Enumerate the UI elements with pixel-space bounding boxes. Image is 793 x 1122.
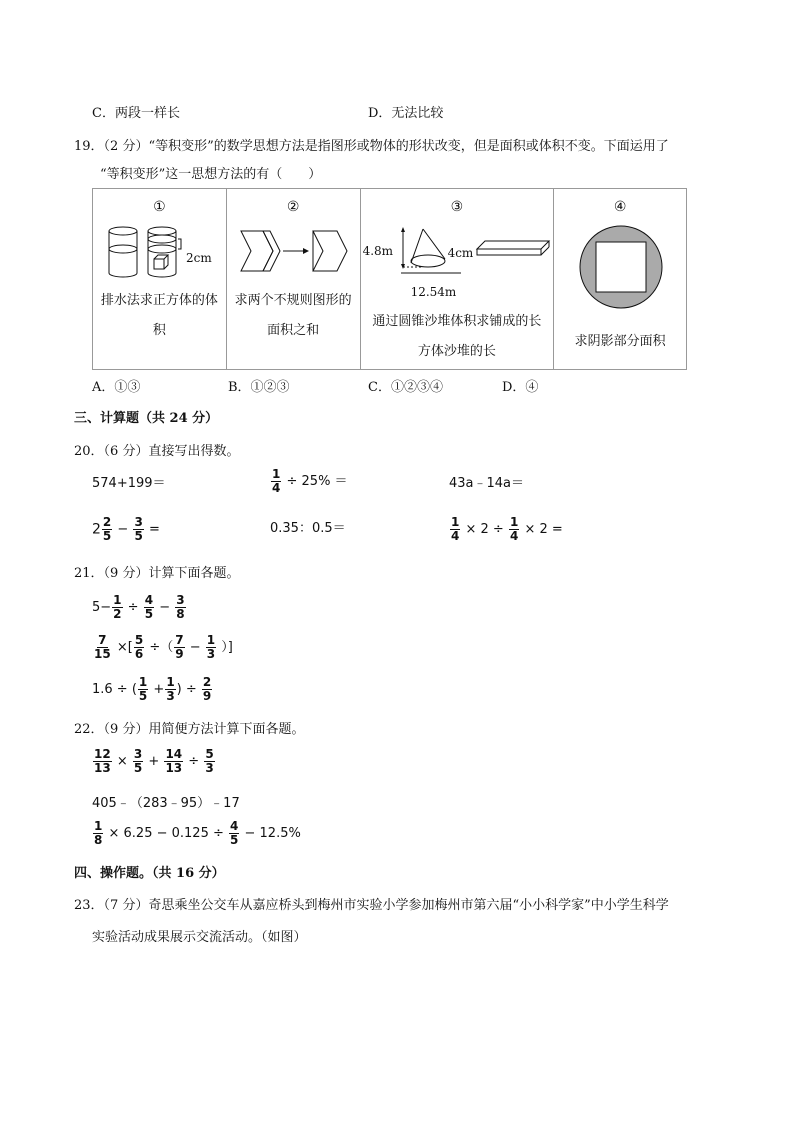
option-a: A．①③	[92, 380, 141, 395]
figure-cell-1	[93, 189, 227, 369]
option-c: C．两段一样长	[92, 106, 180, 121]
option-d: D．④	[502, 380, 539, 395]
section-title: 三、计算题（共 24 分）	[74, 411, 219, 426]
cell-caption: 求两个不规则图形的	[234, 293, 352, 308]
expression: 5− $\frac{1}{2}$ ÷ $\frac{4}{5}$ − $\frac{3}{8}$	[92, 593, 185, 621]
cell-number: ②	[286, 199, 300, 215]
cell-caption: 通过圆锥沙堆体积求铺成的长	[372, 314, 542, 329]
expression: 405﹣（283﹣95）﹣17	[92, 796, 240, 811]
question-22-stem: 22．（9 分）用简便方法计算下面各题。	[74, 722, 305, 737]
expression: $\frac{1}{4}$ × 2 ÷ $\frac{1}{4}$ × 2 =	[451, 515, 563, 543]
cone-height-label: 4.8m	[362, 244, 394, 258]
cell-number: ③	[450, 199, 464, 215]
cell-caption-cont: 方体沙堆的长	[417, 344, 496, 359]
height-label: 2cm	[186, 251, 212, 265]
expression: $\frac{12}{13}$ × $\frac{3}{5}$ + $\frac{14}{13}$ ÷ $\frac{5}{3}$	[94, 747, 214, 775]
expression: $\frac{7}{15}$ ×[ $\frac{5}{6}$ ÷（ $\frac{7}{9}$ − $\frac{1}{3}$ ）]	[94, 633, 233, 661]
cuboid-height-label: 4cm	[447, 246, 474, 260]
figure-cell-3	[361, 189, 555, 369]
cell-caption: 排水法求正方体的体	[100, 293, 218, 308]
section-title: 四、操作题。（共 16 分）	[74, 866, 225, 881]
figure-cell-2	[227, 189, 361, 369]
circle-square-diagram	[579, 225, 663, 309]
option-d: D．无法比较	[368, 106, 444, 121]
option-c: C．①②③④	[368, 380, 443, 395]
question-19-stem-cont: “等积变形”这一思想方法的有（ ）	[100, 167, 322, 182]
expression: 43a﹣14a＝	[449, 476, 525, 491]
question-21-stem: 21．（9 分）计算下面各题。	[74, 566, 240, 581]
expression: $\frac{1}{4}$ ÷ 25% ＝	[272, 467, 348, 495]
irregular-shapes-diagram	[239, 229, 351, 274]
question-23-stem: 23．（7 分）奇思乘坐公交车从嘉应桥头到梅州市实验小学参加梅州市第六届“小小科学家”中小学生科学	[74, 898, 669, 913]
question-23-stem-cont: 实验活动成果展示交流活动。（如图）	[92, 930, 307, 945]
expression: 574+199＝	[92, 476, 166, 491]
expression: 2 $\frac{2}{5}$ − $\frac{3}{5}$ =	[92, 515, 160, 543]
figure-cell-4	[554, 189, 686, 369]
expression: $\frac{1}{8}$ × 6.25 − 0.125 ÷ $\frac{4}{5}$ − 12.5%	[94, 819, 301, 847]
expression: 1.6 ÷ ( $\frac{1}{5}$ + $\frac{1}{3}$ ) ÷ $\frac{2}{9}$	[92, 675, 212, 703]
figure-table	[92, 188, 687, 370]
length-label: 12.54m	[410, 285, 457, 299]
cell-number: ④	[613, 199, 627, 215]
expression: 0.35：0.5＝	[270, 521, 346, 536]
cell-number: ①	[153, 199, 166, 215]
question-20-stem: 20．（6 分）直接写出得数。	[74, 444, 240, 459]
question-19-stem: 19．（2 分）“等积变形”的数学思想方法是指图形或物体的形状改变，但是面积或体积不变。下面运用了	[74, 139, 669, 154]
cell-caption: 求阴影部分面积	[574, 334, 666, 349]
option-b: B．①②③	[228, 380, 290, 395]
cell-caption-cont: 积	[152, 323, 166, 338]
cell-caption-cont: 面积之和	[267, 323, 320, 338]
